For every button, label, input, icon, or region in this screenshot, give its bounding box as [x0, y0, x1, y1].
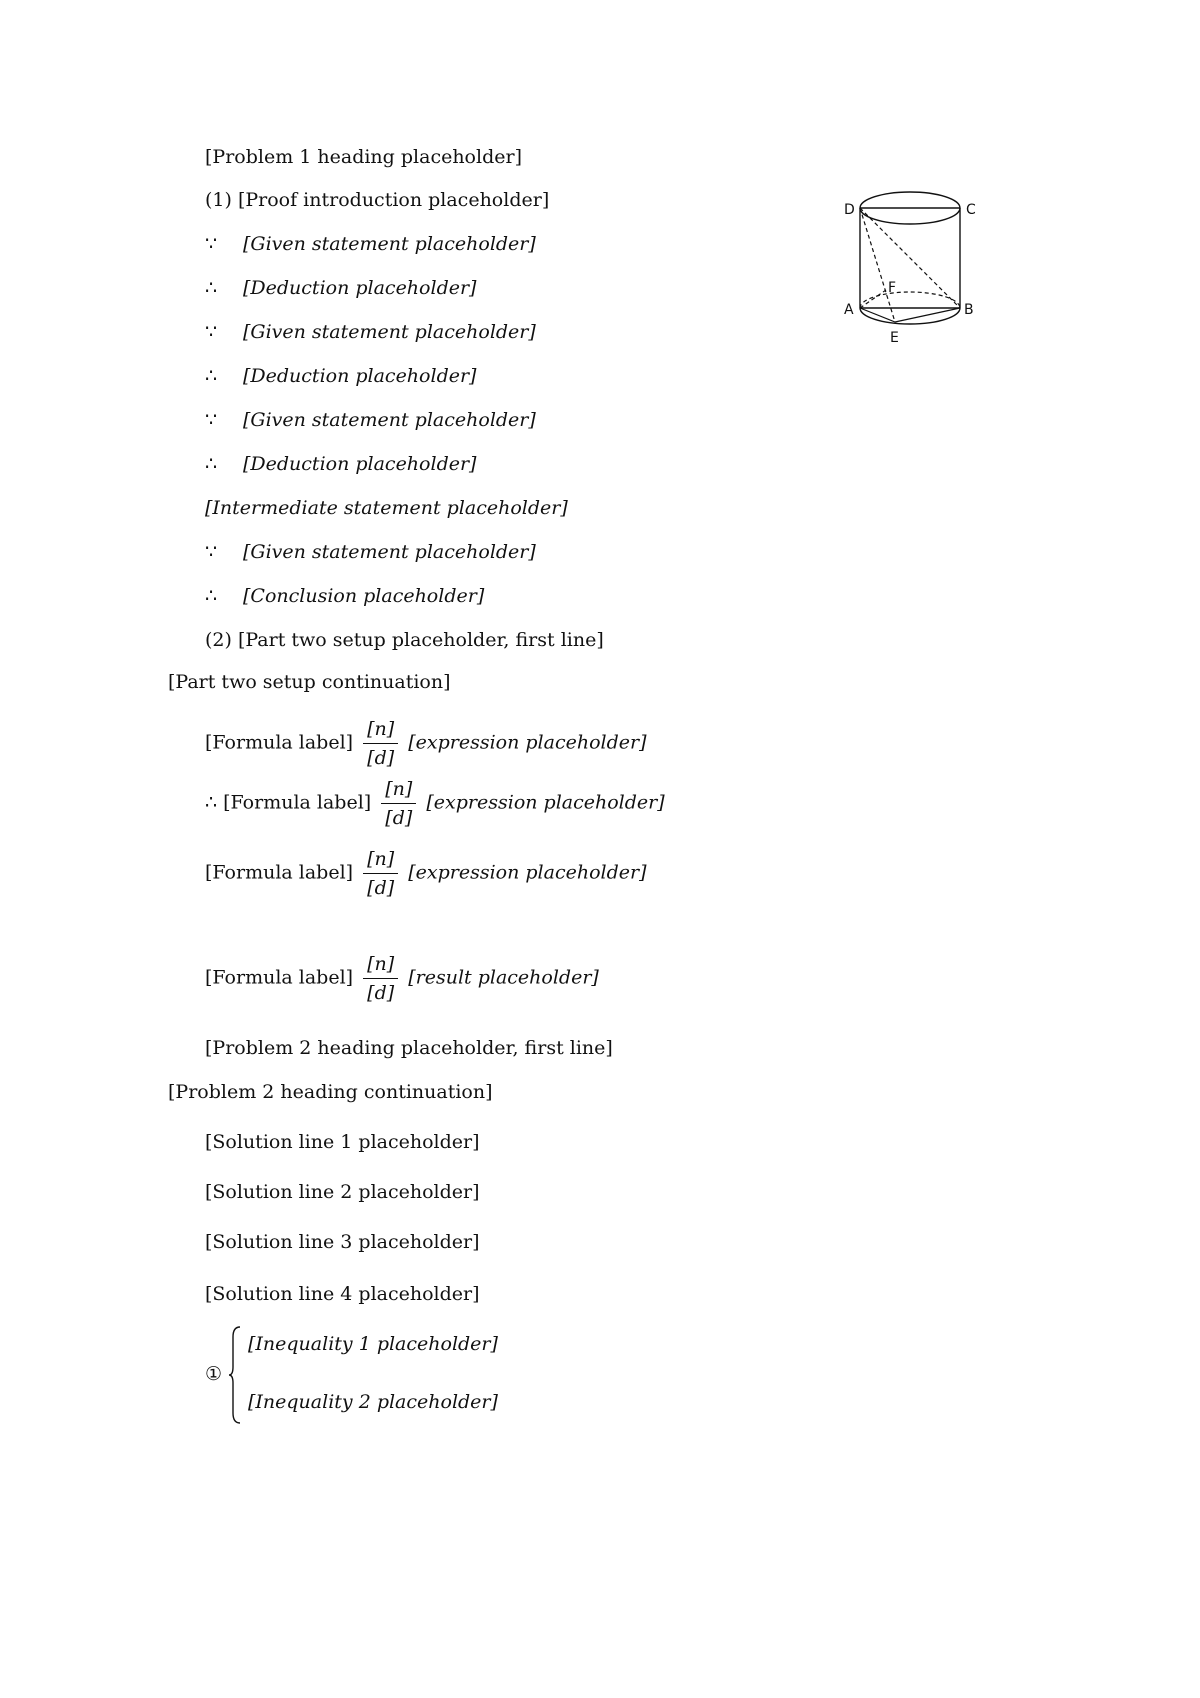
- formula-tail: [expression placeholder]: [408, 861, 647, 884]
- logic-symbol: ∴: [205, 585, 218, 607]
- logic-symbol: ∵: [205, 541, 218, 563]
- problem-2-heading-cont: [Problem 2 heading continuation]: [168, 1081, 493, 1103]
- step-text: [Intermediate statement placeholder]: [205, 497, 568, 519]
- label-f: F: [888, 280, 897, 296]
- logic-symbol: ∵: [205, 233, 218, 255]
- proof-step: [205, 496, 568, 520]
- part-2-intro-cont: [Part two setup continuation]: [168, 671, 451, 693]
- formula-tail: [expression placeholder]: [408, 731, 647, 754]
- formula-lead: [Formula label]: [205, 731, 354, 754]
- formula-line: [205, 950, 599, 1007]
- edge-eb: [895, 308, 960, 322]
- formula-lead: ∴ [Formula label]: [205, 791, 372, 814]
- step-text: [Conclusion placeholder]: [243, 585, 485, 607]
- label-d: D: [844, 202, 855, 218]
- step-text: [Given statement placeholder]: [243, 541, 536, 563]
- fraction: [381, 775, 416, 832]
- fraction: [363, 845, 398, 902]
- fraction: [363, 950, 398, 1007]
- logic-symbol: ∵: [205, 321, 218, 343]
- proof-step: [205, 276, 476, 300]
- solution-line: [Solution line 2 placeholder]: [205, 1181, 480, 1203]
- numerator: [n]: [381, 775, 416, 804]
- part-2-intro: (2) [Part two setup placeholder, first line]: [205, 629, 604, 651]
- numerator: [n]: [363, 715, 398, 744]
- bottom-back-arc: [860, 292, 960, 308]
- edge-af: [860, 290, 886, 308]
- label-e: E: [890, 330, 899, 346]
- step-text: [Given statement placeholder]: [243, 409, 536, 431]
- logic-symbol: ∴: [205, 277, 218, 299]
- step-text: [Given statement placeholder]: [243, 321, 536, 343]
- inequality-row-1: [Inequality 1 placeholder]: [248, 1333, 498, 1355]
- proof-step: [205, 584, 484, 608]
- part-1-intro: (1) [Proof introduction placeholder]: [205, 189, 550, 211]
- step-text: [Deduction placeholder]: [243, 453, 477, 475]
- formula-lead: [Formula label]: [205, 861, 354, 884]
- denominator: [d]: [367, 982, 395, 1004]
- step-text: [Deduction placeholder]: [243, 277, 477, 299]
- cylinder-diagram: [840, 190, 980, 380]
- formula-tail: [result placeholder]: [408, 966, 599, 989]
- proof-step: [205, 364, 476, 388]
- system-brace: [228, 1325, 242, 1425]
- formula-line: [205, 845, 647, 902]
- problem-2-heading: [Problem 2 heading placeholder, first line]: [205, 1037, 613, 1059]
- brace-path: [229, 1327, 240, 1423]
- system-marker: ①: [205, 1363, 223, 1385]
- denominator: [d]: [367, 747, 395, 769]
- bottom-front-arc: [860, 308, 960, 324]
- label-c: C: [966, 202, 976, 218]
- solution-line: [Solution line 1 placeholder]: [205, 1131, 480, 1153]
- problem-1-heading: [Problem 1 heading placeholder]: [205, 146, 522, 168]
- label-a: A: [844, 302, 854, 318]
- proof-step: [205, 320, 536, 344]
- numerator: [n]: [363, 950, 398, 979]
- cylinder-figure: [840, 190, 980, 380]
- logic-symbol: ∵: [205, 409, 218, 431]
- label-b: B: [964, 302, 974, 318]
- solution-line: [Solution line 4 placeholder]: [205, 1283, 480, 1305]
- proof-step: [205, 540, 536, 564]
- denominator: [d]: [367, 877, 395, 899]
- inequality-row-2: [Inequality 2 placeholder]: [248, 1391, 498, 1413]
- solution-line: [Solution line 3 placeholder]: [205, 1231, 480, 1253]
- proof-step: [205, 232, 536, 256]
- logic-symbol: ∴: [205, 365, 218, 387]
- numerator: [n]: [363, 845, 398, 874]
- formula-line: [205, 775, 665, 832]
- logic-symbol: ∴: [205, 453, 218, 475]
- formula-lead: [Formula label]: [205, 966, 354, 989]
- fraction: [363, 715, 398, 772]
- step-text: [Given statement placeholder]: [243, 233, 536, 255]
- formula-line: [205, 715, 647, 772]
- formula-tail: [expression placeholder]: [426, 791, 665, 814]
- proof-step: [205, 452, 476, 476]
- denominator: [d]: [385, 807, 413, 829]
- proof-step: [205, 408, 536, 432]
- step-text: [Deduction placeholder]: [243, 365, 477, 387]
